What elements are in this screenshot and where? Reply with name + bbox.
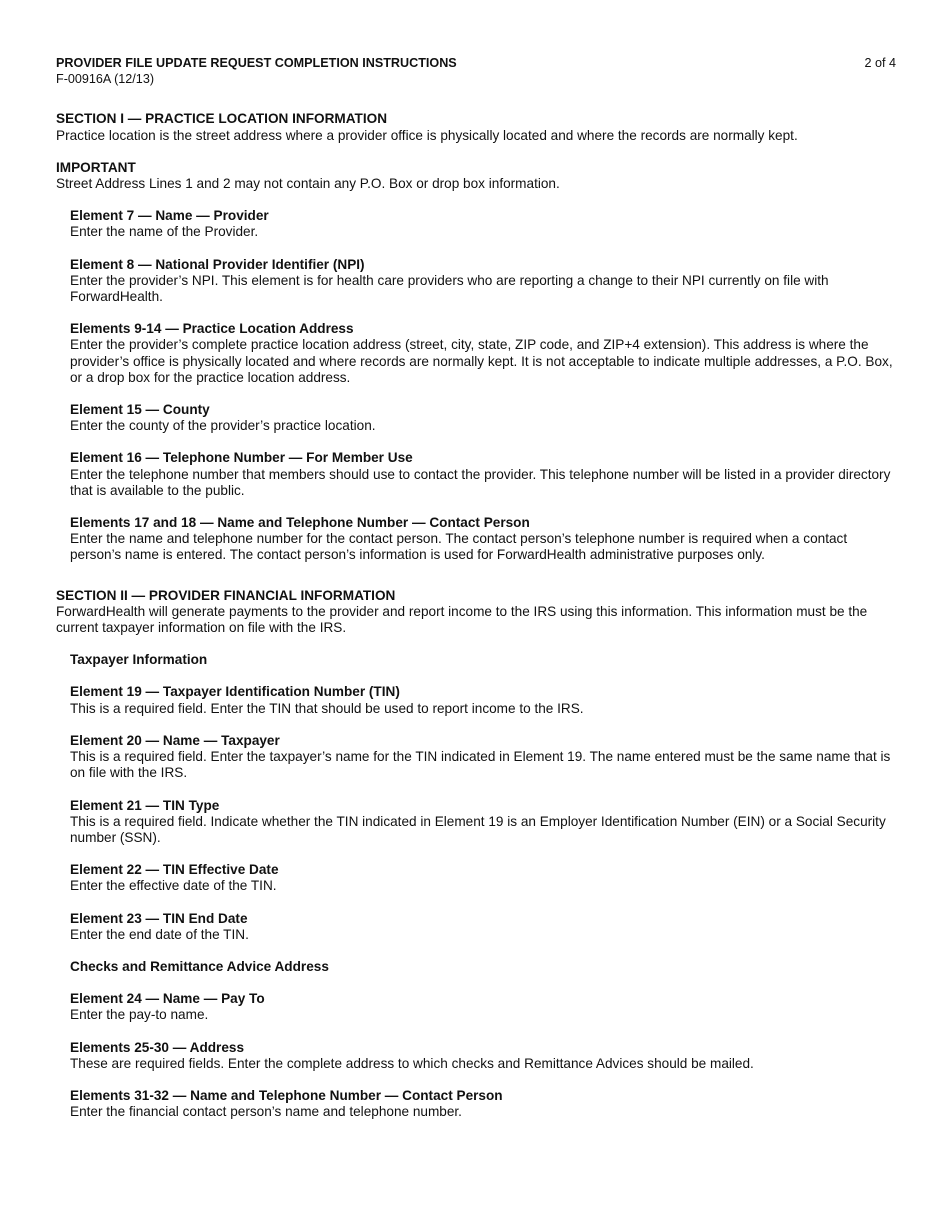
element-heading: Elements 25-30 — Address xyxy=(70,1039,245,1055)
page-number: 2 of 4 xyxy=(864,56,896,70)
elements-9-14 xyxy=(70,321,896,386)
element-text: Enter the name of the Provider. xyxy=(70,224,259,240)
element-heading: Element 7 — Name — Provider xyxy=(70,208,269,224)
document-title: PROVIDER FILE UPDATE REQUEST COMPLETION INSTRUCTIONS xyxy=(56,56,457,70)
element-heading: Elements 17 and 18 — Name and Telephone Number — Contact Person xyxy=(70,515,530,531)
section-1-heading: SECTION I — PRACTICE LOCATION INFORMATION xyxy=(56,111,388,127)
important-heading: IMPORTANT xyxy=(56,159,136,175)
element-7 xyxy=(70,208,896,240)
important-notice xyxy=(56,160,896,192)
element-text: Enter the provider’s NPI. This element is for health care providers who are reporting a change to their NPI currently on file with ForwardHealth. xyxy=(70,272,829,305)
element-text: Enter the provider’s complete practice location address (street, city, state, ZIP code, and ZIP+4 extension). This address is where the provider’s office is physically located and where records are normally kept. It is not acceptable to indicate multiple addresses, a P.O. Box, or a drop box for the practice location address. xyxy=(70,337,893,385)
section-2-intro: ForwardHealth will generate payments to the provider and report income to the IRS using this information. This information must be the current taxpayer information on file with the IRS. xyxy=(56,603,868,636)
element-heading: Elements 9-14 — Practice Location Address xyxy=(70,321,354,337)
section-1-intro: Practice location is the street address where a provider office is physically located and where the records are normally kept. xyxy=(56,127,798,143)
section-2-heading: SECTION II — PROVIDER FINANCIAL INFORMATION xyxy=(56,587,396,603)
element-22 xyxy=(70,862,896,894)
element-text: Enter the end date of the TIN. xyxy=(70,926,249,942)
element-heading: Elements 31-32 — Name and Telephone Number — Contact Person xyxy=(70,1087,503,1103)
elements-17-18 xyxy=(70,515,896,564)
element-text: This is a required field. Enter the TIN that should be used to report income to the IRS. xyxy=(70,700,584,716)
element-text: This is a required field. Indicate whether the TIN indicated in Element 19 is an Employer Identification Number (EIN) or a Social Security number (SSN). xyxy=(70,813,886,845)
element-text: Enter the effective date of the TIN. xyxy=(70,878,277,894)
element-heading: Element 21 — TIN Type xyxy=(70,797,220,813)
element-heading: Element 16 — Telephone Number — For Member Use xyxy=(70,450,413,466)
element-23 xyxy=(70,911,896,943)
element-16 xyxy=(70,450,896,499)
element-heading: Element 8 — National Provider Identifier (NPI) xyxy=(70,256,365,272)
section-1-elements xyxy=(56,208,896,563)
element-24 xyxy=(70,991,896,1023)
element-text: These are required fields. Enter the complete address to which checks and Remittance Advices should be mailed. xyxy=(70,1055,754,1071)
section-2 xyxy=(56,588,896,1121)
elements-25-30 xyxy=(70,1040,896,1072)
element-text: Enter the pay-to name. xyxy=(70,1007,209,1023)
element-19 xyxy=(70,684,896,716)
element-heading: Element 24 — Name — Pay To xyxy=(70,991,265,1007)
element-text: Enter the county of the provider’s practice location. xyxy=(70,418,376,434)
important-text: Street Address Lines 1 and 2 may not contain any P.O. Box or drop box information. xyxy=(56,176,560,192)
element-20 xyxy=(70,733,896,782)
page-header xyxy=(56,55,896,71)
elements-31-32 xyxy=(70,1088,896,1120)
document-page xyxy=(56,55,896,1120)
element-text: Enter the financial contact person’s name and telephone number. xyxy=(70,1104,462,1120)
element-heading: Element 15 — County xyxy=(70,402,210,418)
checks-remittance-heading: Checks and Remittance Advice Address xyxy=(70,958,329,974)
element-15 xyxy=(70,402,896,434)
element-text: Enter the telephone number that members should use to contact the provider. This telephone number will be listed in a provider directory that is available to the public. xyxy=(70,466,891,498)
taxpayer-info-heading: Taxpayer Information xyxy=(70,652,208,668)
section-2-elements xyxy=(56,652,896,1120)
element-heading: Element 20 — Name — Taxpayer xyxy=(70,732,280,748)
element-heading: Element 23 — TIN End Date xyxy=(70,910,248,926)
element-21 xyxy=(70,798,896,847)
element-text: This is a required field. Enter the taxpayer’s name for the TIN indicated in Element 19. The name entered must be the same name that is on file with the IRS. xyxy=(70,749,891,781)
element-text: Enter the name and telephone number for the contact person. The contact person’s telephone number is required when a contact person’s name is entered. The contact person’s information is used for ForwardHealth administrative purposes only. xyxy=(70,531,848,563)
element-heading: Element 19 — Taxpayer Identification Number (TIN) xyxy=(70,684,400,700)
element-heading: Element 22 — TIN Effective Date xyxy=(70,862,279,878)
form-number: F-00916A (12/13) xyxy=(56,72,155,87)
section-1 xyxy=(56,111,896,563)
element-8 xyxy=(70,257,896,306)
